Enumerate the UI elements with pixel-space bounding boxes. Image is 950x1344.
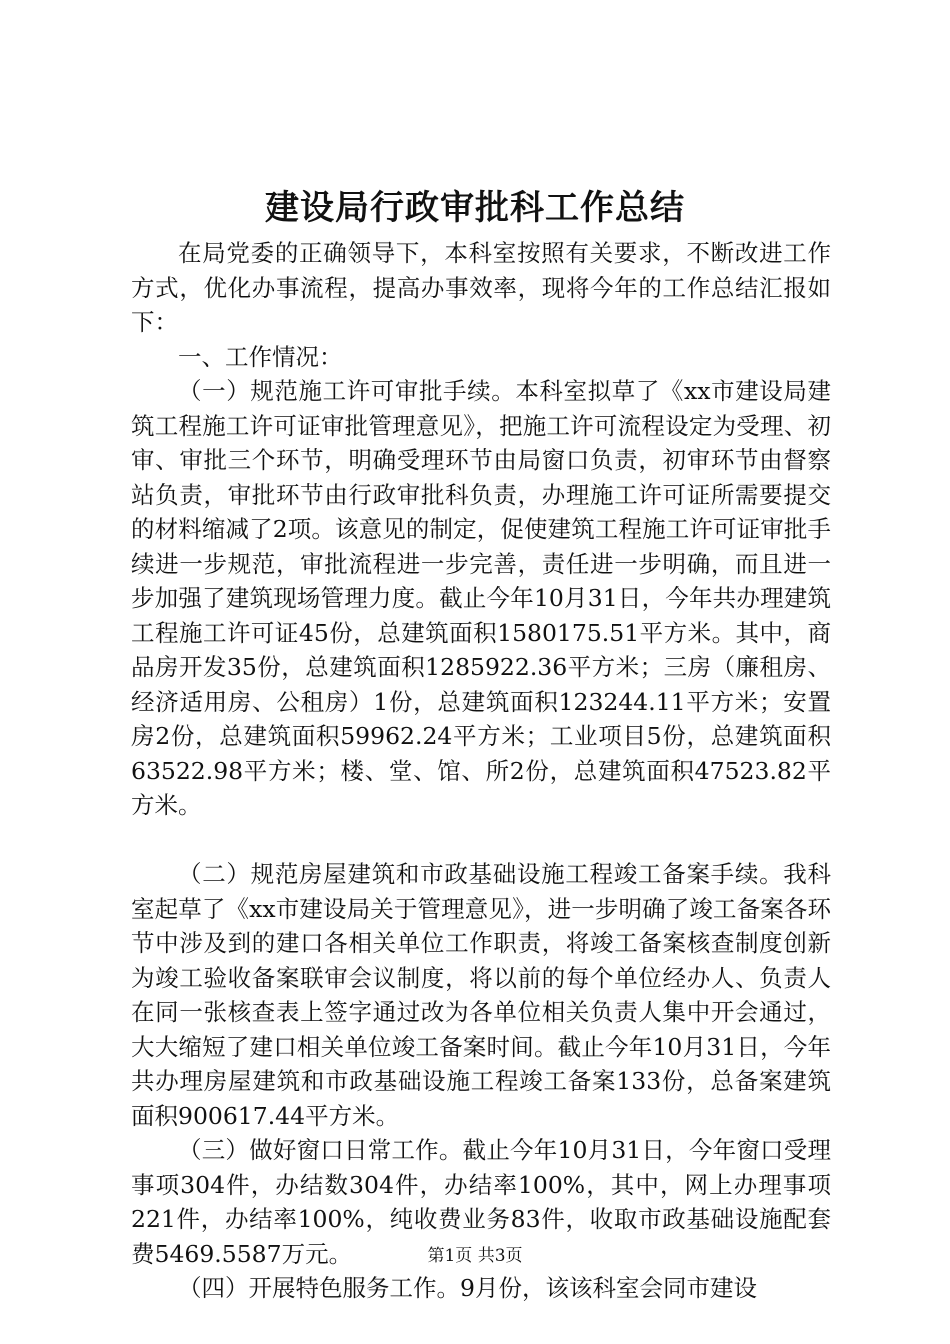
document-title: 建设局行政审批科工作总结 [265,188,685,228]
paragraph-special-service: （四）开展特色服务工作。9月份，该该科室会同市建设 [178,1274,757,1302]
document-body [131,236,831,1306]
paragraph-construction-permit: （一）规范施工许可审批手续。本科室拟草了《xx市建设局建筑工程施工许可证审批管理意见》，把施工许可流程设定为受理、初审、审批三个环节，明确受理环节由局窗口负责，初审环节由督察站负责，审批环节由行政审批科负责，办理施工许可证所需要提交的材料缩减了2项。该意见的制定，促使建筑工程施工许可证审批手续进一步规范，审批流程进一步完善，责任进一步明确，而且进一步加强了建筑现场管理力度。截止今年10月31日，今年共办理建筑工程施工许可证45份，总建筑面积1580175.51平方米。其中，商品房开发35份，总建筑面积1285922.36平方米；三房（廉租房、经济适用房、公租房）1份，总建筑面积123244.11平方米；安置房2份，总建筑面积59962.24平方米；工业项目5份，总建筑面积63522.98平方米；楼、堂、馆、所2份，总建筑面积47523.82平方米。 [131,377,831,819]
page-number-footer: 第1页 共3页 [427,1246,523,1266]
section-heading-work-status: 一、工作情况： [178,342,343,371]
paragraph-window-work: （三）做好窗口日常工作。截止今年10月31日，今年窗口受理事项304件，办结数304件，办结率100%，其中，网上办理事项221件，办结率100%，纯收费业务83件，收取市政基础设施配套费5469.5587万元。 [131,1136,831,1268]
intro-paragraph: 在局党委的正确领导下，本科室按照有关要求，不断改进工作方式，优化办事流程，提高办事效率，现将今年的工作总结汇报如下： [131,239,831,336]
paragraph-completion-filing: （二）规范房屋建筑和市政基础设施工程竣工备案手续。我科室起草了《xx市建设局关于管理意见》，进一步明确了竣工备案各环节中涉及到的建口各相关单位工作职责，将竣工备案核查制度创新为竣工验收备案联审会议制度，将以前的每个单位经办人、负责人在同一张核查表上签字通过改为各单位相关负责人集中开会通过，大大缩短了建口相关单位竣工备案时间。截止今年10月31日，今年共办理房屋建筑和市政基础设施工程竣工备案133份，总备案建筑面积900617.44平方米。 [131,860,831,1130]
